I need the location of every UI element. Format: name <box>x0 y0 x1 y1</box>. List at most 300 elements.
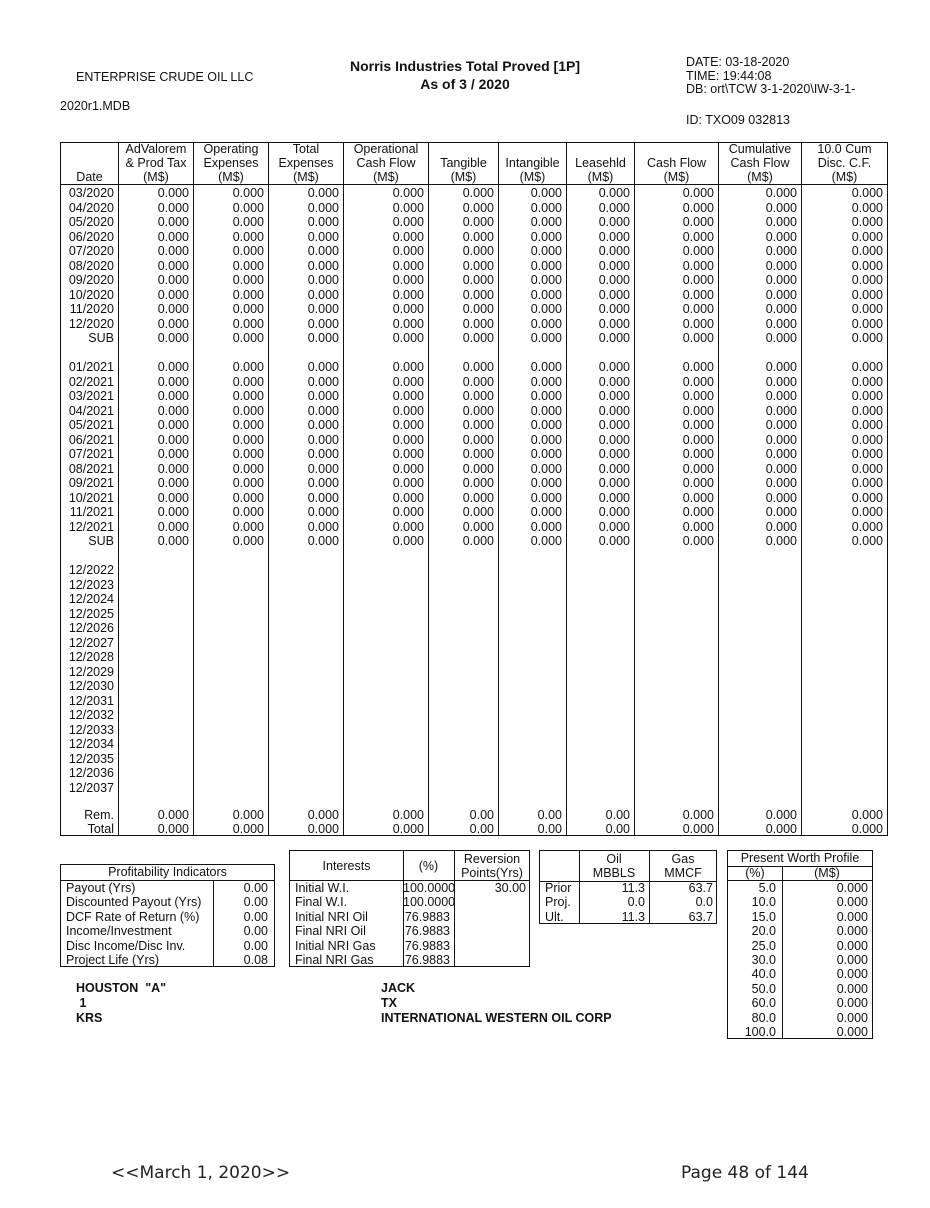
value-cell: 0.000 <box>598 476 630 490</box>
value-cell: 0.000 <box>462 287 494 302</box>
value-cell: 0.000 <box>765 273 797 287</box>
value-cell: 0.000 <box>392 374 424 389</box>
date-cell: 12/2022 <box>68 563 114 577</box>
total-cell: 0.00 <box>537 822 562 836</box>
report-id: ID: TXO09 032813 <box>686 113 791 127</box>
well-info-right <box>381 981 612 1026</box>
pw-value: 0.000 <box>836 881 868 895</box>
value-cell: 0.000 <box>598 389 630 403</box>
value-cell: 0.000 <box>682 186 714 200</box>
value-cell: 0.000 <box>462 418 494 432</box>
pw-value: 0.000 <box>836 909 868 924</box>
value-cell: 0.000 <box>598 505 630 519</box>
value-cell: 0.000 <box>232 360 264 374</box>
total-cell: 0.000 <box>765 822 797 836</box>
value-cell: 0.000 <box>682 519 714 534</box>
pw-pct-header: (%) <box>728 866 782 881</box>
report-title <box>300 57 630 93</box>
oil-value: 0.0 <box>627 895 645 910</box>
date-cell: 12/2031 <box>68 693 114 708</box>
value-cell: 0.000 <box>307 331 339 345</box>
value-cell: 0.000 <box>307 418 339 432</box>
reservoir: KRS <box>76 1011 103 1025</box>
value-cell: 0.000 <box>392 519 424 534</box>
value-cell: 0.000 <box>851 534 883 548</box>
pw-value: 0.000 <box>836 953 868 967</box>
value-cell: 0.000 <box>598 215 630 229</box>
date-cell: 08/2020 <box>68 258 114 273</box>
pw-value: 0.000 <box>836 938 868 953</box>
oil-header-line1: Oil <box>606 852 622 866</box>
interest-pct: 76.9883 <box>404 909 450 924</box>
value-cell: 0.000 <box>392 418 424 432</box>
value-cell: 0.000 <box>598 316 630 331</box>
value-cell: 0.000 <box>765 519 797 534</box>
well-number: 1 <box>76 996 87 1010</box>
total-cell: 0.000 <box>682 822 714 836</box>
pw-rate: 15.0 <box>751 909 776 924</box>
rem-cell: 0.000 <box>392 808 424 822</box>
column-header-opex <box>194 143 268 185</box>
column-header-line: (M$) <box>293 170 319 184</box>
value-cell: 0.000 <box>851 360 883 374</box>
value-cell: 0.000 <box>462 447 494 461</box>
value-cell: 0.000 <box>765 200 797 215</box>
reversion-header-line2: Points(Yrs) <box>461 865 523 880</box>
column-header-line: Date <box>76 170 103 184</box>
total-cell: 0.00 <box>605 822 630 836</box>
pw-value: 0.000 <box>836 924 868 939</box>
pw-rate: 80.0 <box>751 1010 776 1025</box>
column-header-line: Cash Flow <box>356 156 416 170</box>
value-cell: 0.000 <box>765 403 797 418</box>
column-header-line: Total <box>292 142 320 156</box>
date-cell: 11/2021 <box>69 505 114 519</box>
report-title-line2: As of 3 / 2020 <box>420 76 510 92</box>
column-opcf <box>344 143 429 835</box>
date-cell: 03/2021 <box>68 389 114 403</box>
value-cell: 0.000 <box>598 447 630 461</box>
date-cell: 10/2020 <box>68 287 114 302</box>
value-cell: 0.000 <box>392 244 424 258</box>
value-cell: 0.000 <box>682 432 714 447</box>
value-cell: 0.000 <box>765 302 797 316</box>
column-header-line <box>567 143 634 156</box>
value-cell: 0.000 <box>851 331 883 345</box>
value-cell: 0.000 <box>682 200 714 215</box>
value-cell: 0.000 <box>307 476 339 490</box>
value-cell: 0.000 <box>307 490 339 505</box>
total-cell: 0.000 <box>851 822 883 836</box>
gas-header-line1: Gas <box>671 852 695 866</box>
value-cell: 0.000 <box>598 403 630 418</box>
value-cell: 0.000 <box>157 215 189 229</box>
value-cell: 0.000 <box>851 403 883 418</box>
value-cell: 0.000 <box>462 229 494 244</box>
date-cell: 12/2033 <box>68 722 114 737</box>
value-cell: 0.000 <box>530 432 562 447</box>
value-cell: 0.000 <box>307 229 339 244</box>
value-cell: 0.000 <box>682 273 714 287</box>
value-cell: 0.000 <box>851 200 883 215</box>
present-worth-profile-box <box>727 850 873 1039</box>
value-cell: 0.000 <box>157 186 189 200</box>
pw-rate: 5.0 <box>758 881 776 895</box>
value-cell: 0.000 <box>462 316 494 331</box>
value-cell: 0.000 <box>530 505 562 519</box>
date-cell: 03/2020 <box>68 186 114 200</box>
column-header-adval <box>119 143 193 185</box>
value-cell: 0.000 <box>765 374 797 389</box>
value-cell: 0.000 <box>157 273 189 287</box>
value-cell: 0.000 <box>392 360 424 374</box>
value-cell: 0.000 <box>598 331 630 345</box>
total-cell: 0.000 <box>307 822 339 836</box>
value-cell: 0.000 <box>392 389 424 403</box>
value-cell: 0.000 <box>392 403 424 418</box>
date-cell: 12/2028 <box>68 650 114 664</box>
date-cell: 12/2027 <box>68 635 114 650</box>
column-intang <box>499 143 567 835</box>
date-cell: 12/2035 <box>68 751 114 766</box>
value-cell: 0.000 <box>682 476 714 490</box>
column-header-line: (M$) <box>218 170 244 184</box>
column-header-totexp <box>269 143 343 185</box>
value-cell: 0.000 <box>530 302 562 316</box>
value-cell: 0.000 <box>462 505 494 519</box>
value-cell: 0.000 <box>851 287 883 302</box>
value-cell: 0.000 <box>392 316 424 331</box>
rem-cell: Rem. <box>84 808 114 822</box>
value-cell: 0.000 <box>682 374 714 389</box>
date-cell: 08/2021 <box>68 461 114 476</box>
value-cell: 0.000 <box>462 374 494 389</box>
value-cell: 0.000 <box>462 476 494 490</box>
value-cell: 0.000 <box>232 287 264 302</box>
value-cell: 0.000 <box>682 447 714 461</box>
value-cell: 0.000 <box>157 374 189 389</box>
value-cell: 0.000 <box>530 374 562 389</box>
value-cell: 0.000 <box>765 476 797 490</box>
value-cell: 0.000 <box>307 519 339 534</box>
indicator-value: 0.00 <box>243 881 268 895</box>
indicator-label: Payout (Yrs) <box>66 881 136 895</box>
value-cell: 0.000 <box>765 534 797 548</box>
value-cell: 0.000 <box>307 374 339 389</box>
value-cell: 0.000 <box>232 229 264 244</box>
value-cell: 0.000 <box>157 461 189 476</box>
value-cell: 0.000 <box>232 461 264 476</box>
column-tang <box>429 143 499 835</box>
pw-rate: 100.0 <box>744 1025 776 1039</box>
interest-label: Initial NRI Gas <box>295 938 376 953</box>
date-cell: 10/2021 <box>68 490 114 505</box>
value-cell: 0.000 <box>682 316 714 331</box>
column-header-line: Cash Flow <box>646 156 707 170</box>
value-cell: 0.000 <box>232 374 264 389</box>
value-cell: 0.000 <box>530 476 562 490</box>
value-cell: 0.000 <box>598 534 630 548</box>
value-cell: 0.000 <box>682 461 714 476</box>
value-cell: 0.000 <box>392 461 424 476</box>
value-cell: 0.000 <box>392 505 424 519</box>
indicator-label: Income/Investment <box>66 924 172 939</box>
value-cell: 0.000 <box>765 331 797 345</box>
value-cell: 0.000 <box>392 229 424 244</box>
column-lease <box>567 143 635 835</box>
interest-pct: 76.9883 <box>404 953 450 967</box>
gas-value: 0.0 <box>695 895 713 910</box>
value-cell: 0.000 <box>392 432 424 447</box>
gas-value: 63.7 <box>688 881 713 895</box>
column-header-line: Intangible <box>505 156 560 170</box>
value-cell: 0.000 <box>851 215 883 229</box>
column-header-line <box>61 157 118 171</box>
value-cell: 0.000 <box>765 360 797 374</box>
column-header-line: (M$) <box>143 170 169 184</box>
report-meta <box>686 56 855 97</box>
column-header-line <box>499 143 566 156</box>
rem-cell: 0.000 <box>157 808 189 822</box>
value-cell: 0.000 <box>851 418 883 432</box>
value-cell: 0.000 <box>307 505 339 519</box>
value-cell: 0.000 <box>682 418 714 432</box>
value-cell: 0.000 <box>462 302 494 316</box>
pw-value: 0.000 <box>836 1025 868 1039</box>
value-cell: 0.000 <box>851 273 883 287</box>
total-cell: 0.000 <box>157 822 189 836</box>
value-cell: 0.000 <box>157 505 189 519</box>
value-cell: 0.000 <box>392 490 424 505</box>
value-cell: 0.000 <box>307 287 339 302</box>
value-cell: 0.000 <box>157 447 189 461</box>
column-header-disc <box>802 143 887 185</box>
indicator-value: 0.00 <box>243 938 268 953</box>
value-cell: 0.000 <box>851 258 883 273</box>
rem-cell: 0.00 <box>537 808 562 822</box>
value-cell: 0.000 <box>682 505 714 519</box>
value-cell: 0.000 <box>392 331 424 345</box>
column-header-line: Leasehld <box>575 156 626 170</box>
database-file: 2020r1.MDB <box>60 99 131 113</box>
value-cell: 0.000 <box>307 461 339 476</box>
value-cell: 0.000 <box>462 432 494 447</box>
interest-pct: 100.0000 <box>403 895 456 910</box>
total-cell: 0.000 <box>392 822 424 836</box>
report-date: DATE: 03-18-2020 <box>686 55 790 69</box>
date-cell: 12/2029 <box>68 664 114 679</box>
column-cumcf <box>719 143 802 835</box>
pw-rate: 10.0 <box>751 895 776 910</box>
column-header-line: & Prod Tax <box>125 156 187 170</box>
column-header-intang <box>499 143 566 185</box>
value-cell: 0.000 <box>765 258 797 273</box>
value-cell: 0.000 <box>157 200 189 215</box>
value-cell: 0.000 <box>307 389 339 403</box>
value-cell: 0.000 <box>682 389 714 403</box>
pw-value: 0.000 <box>836 981 868 996</box>
value-cell: 0.000 <box>598 432 630 447</box>
value-cell: 0.000 <box>232 273 264 287</box>
value-cell: 0.000 <box>157 316 189 331</box>
value-cell: 0.000 <box>765 186 797 200</box>
interest-pct: 76.9883 <box>404 938 450 953</box>
column-header-line: (M$) <box>373 170 399 184</box>
interest-pct: 76.9883 <box>404 924 450 939</box>
date-cell: 09/2021 <box>68 476 114 490</box>
date-cell: 12/2023 <box>68 577 114 592</box>
oil-header <box>579 852 649 882</box>
value-cell: 0.000 <box>851 374 883 389</box>
rem-cell: 0.00 <box>469 808 494 822</box>
value-cell: 0.000 <box>851 229 883 244</box>
value-cell: 0.000 <box>392 215 424 229</box>
pw-rate: 50.0 <box>751 981 776 996</box>
value-cell: 0.000 <box>765 432 797 447</box>
value-cell: 0.000 <box>232 316 264 331</box>
value-cell: 0.000 <box>157 244 189 258</box>
total-cell: 0.000 <box>232 822 264 836</box>
column-header-line: Cash Flow <box>730 156 790 170</box>
date-cell: 09/2020 <box>68 273 114 287</box>
value-cell: 0.000 <box>462 331 494 345</box>
interest-label: Initial NRI Oil <box>295 909 368 924</box>
value-cell: 0.000 <box>392 476 424 490</box>
value-cell: 0.000 <box>307 447 339 461</box>
rem-cell: 0.000 <box>682 808 714 822</box>
value-cell: 0.000 <box>851 244 883 258</box>
column-disc <box>802 143 887 835</box>
date-cell: 07/2020 <box>68 244 114 258</box>
column-header-tang <box>429 143 498 185</box>
date-cell: 06/2021 <box>68 432 114 447</box>
column-header-line: Disc. C.F. <box>817 156 872 170</box>
value-cell: 0.000 <box>157 534 189 548</box>
interests-pct-header: (%) <box>403 851 454 881</box>
value-cell: 0.000 <box>765 447 797 461</box>
column-header-line: (M$) <box>747 170 773 184</box>
value-cell: 0.000 <box>598 244 630 258</box>
oil-value: 11.3 <box>621 909 645 924</box>
value-cell: 0.000 <box>232 490 264 505</box>
value-cell: 0.000 <box>392 534 424 548</box>
value-cell: 0.000 <box>157 418 189 432</box>
value-cell: 0.000 <box>307 360 339 374</box>
volume-label: Prior <box>545 881 572 895</box>
value-cell: 0.000 <box>851 476 883 490</box>
value-cell: 0.000 <box>598 287 630 302</box>
value-cell: 0.000 <box>232 302 264 316</box>
lease-name: HOUSTON "A" <box>76 981 167 995</box>
date-cell: 12/2032 <box>68 708 114 722</box>
value-cell: 0.000 <box>530 461 562 476</box>
value-cell: 0.000 <box>530 389 562 403</box>
value-cell: 0.000 <box>307 302 339 316</box>
value-cell: 0.000 <box>232 389 264 403</box>
column-date <box>61 143 119 835</box>
cash-flow-table <box>60 142 888 836</box>
report-title-line1: Norris Industries Total Proved [1P] <box>349 58 580 74</box>
operator: INTERNATIONAL WESTERN OIL CORP <box>381 1011 612 1025</box>
pw-value: 0.000 <box>836 895 868 910</box>
value-cell: 0.000 <box>851 316 883 331</box>
date-cell: 01/2021 <box>68 360 114 374</box>
value-cell: 0.000 <box>851 461 883 476</box>
column-header-opcf <box>344 143 428 185</box>
date-cell: 12/2036 <box>68 766 114 780</box>
value-cell: 0.000 <box>682 534 714 548</box>
rem-cell: 0.000 <box>765 808 797 822</box>
column-opex <box>194 143 269 835</box>
column-header-line: 10.0 Cum <box>817 142 872 156</box>
value-cell: 0.000 <box>157 490 189 505</box>
value-cell: 0.000 <box>530 273 562 287</box>
column-header-line: (M$) <box>519 170 546 184</box>
value-cell: 0.000 <box>232 418 264 432</box>
value-cell: 0.000 <box>462 200 494 215</box>
interests-header: Interests <box>290 851 403 881</box>
value-cell: 0.000 <box>598 360 630 374</box>
value-cell: 0.000 <box>530 200 562 215</box>
volumes-box <box>539 850 717 924</box>
date-cell: 12/2024 <box>68 592 114 606</box>
value-cell: 0.000 <box>682 244 714 258</box>
date-cell: 05/2020 <box>68 215 114 229</box>
total-cell: Total <box>87 822 114 836</box>
pw-value: 0.000 <box>836 967 868 982</box>
pw-value-header: (M$) <box>782 866 872 881</box>
column-header-cf <box>635 143 718 185</box>
value-cell: 0.000 <box>598 229 630 244</box>
value-cell: 0.000 <box>232 432 264 447</box>
interest-pct: 100.0000 <box>403 881 456 895</box>
column-header-line: Expenses <box>203 156 259 170</box>
rem-cell: 0.00 <box>605 808 630 822</box>
value-cell: 0.000 <box>765 418 797 432</box>
value-cell: 0.000 <box>530 490 562 505</box>
interest-label: Final NRI Gas <box>295 953 374 967</box>
value-cell: 0.000 <box>462 403 494 418</box>
profitability-title: Profitability Indicators <box>61 865 274 881</box>
value-cell: 0.000 <box>307 258 339 273</box>
value-cell: 0.000 <box>462 461 494 476</box>
date-cell: SUB <box>88 534 114 548</box>
column-totexp <box>269 143 344 835</box>
value-cell: 0.000 <box>682 215 714 229</box>
pw-rate: 60.0 <box>751 996 776 1011</box>
value-cell: 0.000 <box>157 258 189 273</box>
column-header-line: Operating <box>203 142 259 156</box>
page-number: Page 48 of 144 <box>681 1163 809 1183</box>
value-cell: 0.000 <box>462 186 494 200</box>
volume-label: Proj. <box>545 895 571 910</box>
value-cell: 0.000 <box>765 229 797 244</box>
company-name: ENTERPRISE CRUDE OIL LLC <box>76 70 254 84</box>
value-cell: 0.000 <box>765 389 797 403</box>
pw-rate: 30.0 <box>751 953 776 967</box>
column-header-line: Cumulative <box>728 142 792 156</box>
value-cell: 0.000 <box>851 519 883 534</box>
profitability-indicators-box <box>60 864 275 967</box>
date-cell: 12/2021 <box>68 519 114 534</box>
date-cell: 12/2026 <box>68 621 114 635</box>
pw-rate: 20.0 <box>751 924 776 939</box>
value-cell: 0.000 <box>682 302 714 316</box>
date-cell: 02/2021 <box>68 374 114 389</box>
value-cell: 0.000 <box>598 519 630 534</box>
pw-rate: 25.0 <box>751 938 776 953</box>
reversion-value: 30.00 <box>494 881 526 895</box>
